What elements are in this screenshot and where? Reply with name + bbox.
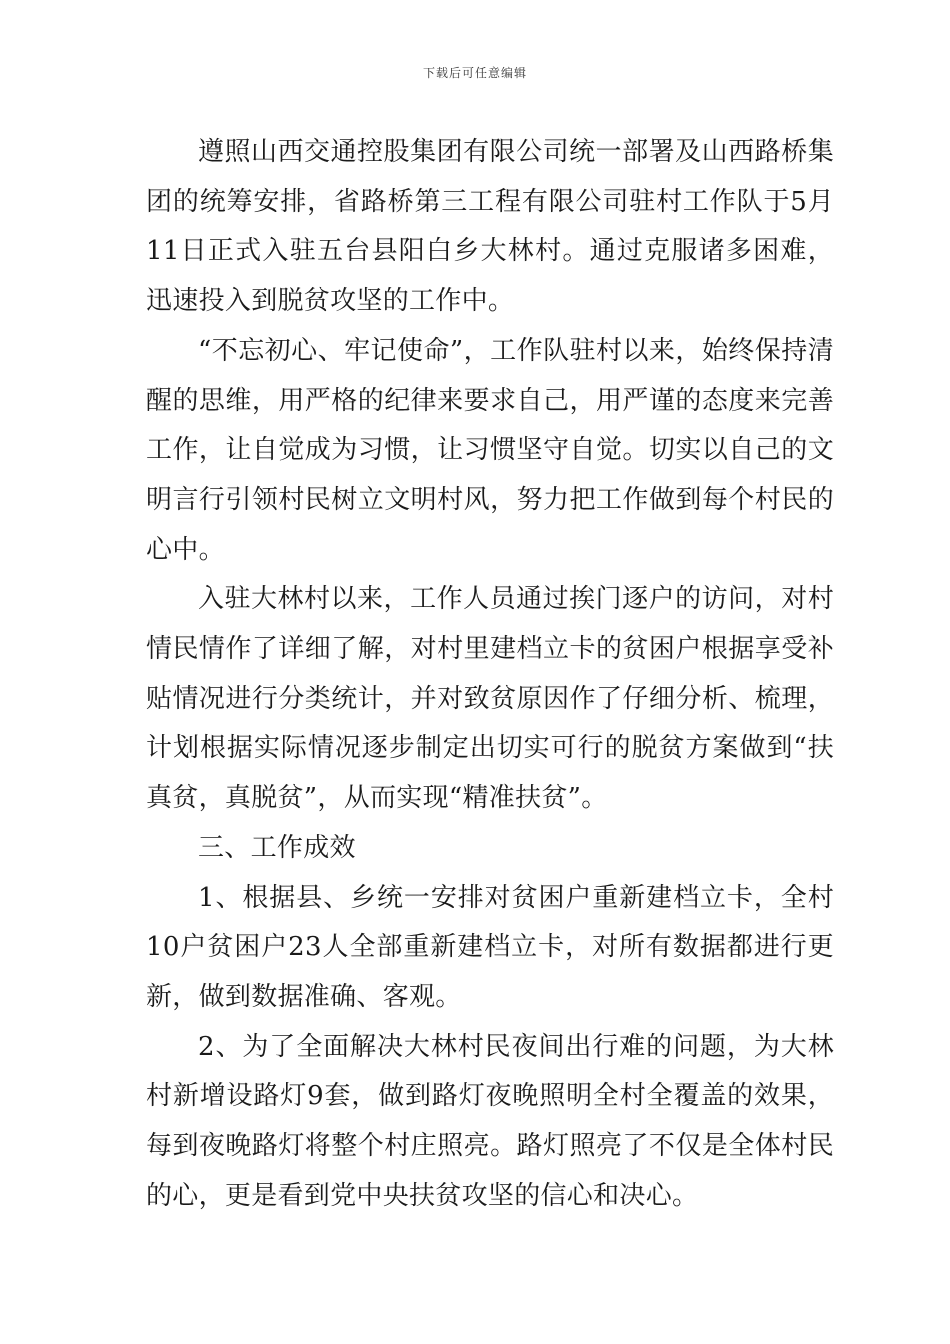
paragraph-mission: “不忘初心、牢记使命”，工作队驻村以来，始终保持清醒的思维，用严格的纪律来要求自己，用严谨的态度来完善工作，让自觉成为习惯，让习惯坚守自觉。切实以自己的文明言行引领村民树立文明村风，努力把工作做到每个村民的心中。 <box>146 335 834 565</box>
paragraph-result-1: 1、根据县、乡统一安排对贫困户重新建档立卡，全村10户贫困户23人全部重新建档立卡，对所有数据都进行更新，做到数据准确、客观。 <box>146 882 834 1012</box>
page-header-note: 下载后可任意编辑 <box>422 66 527 80</box>
paragraph-result-2: 2、为了全面解决大林村民夜间出行难的问题，为大林村新增设路灯9套，做到路灯夜晚照明全村全覆盖的效果，每到夜晚路灯将整个村庄照亮。路灯照亮了不仅是全体村民的心，更是看到党中央扶贫攻坚的信心和决心。 <box>146 1031 834 1211</box>
section-heading-results: 三、工作成效 <box>198 832 356 863</box>
document-body <box>146 128 834 1221</box>
paragraph-intro: 遵照山西交通控股集团有限公司统一部署及山西路桥集团的统筹安排，省路桥第三工程有限公司驻村工作队于5月11日正式入驻五台县阳白乡大林村。通过克服诸多困难，迅速投入到脱贫攻坚的工作中。 <box>146 137 834 317</box>
paragraph-survey: 入驻大林村以来，工作人员通过挨门逐户的访问，对村情民情作了详细了解，对村里建档立卡的贫困户根据享受补贴情况进行分类统计，并对致贫原因作了仔细分析、梳理，计划根据实际情况逐步制定出切实可行的脱贫方案做到“扶真贫，真脱贫”，从而实现“精准扶贫”。 <box>146 584 834 814</box>
